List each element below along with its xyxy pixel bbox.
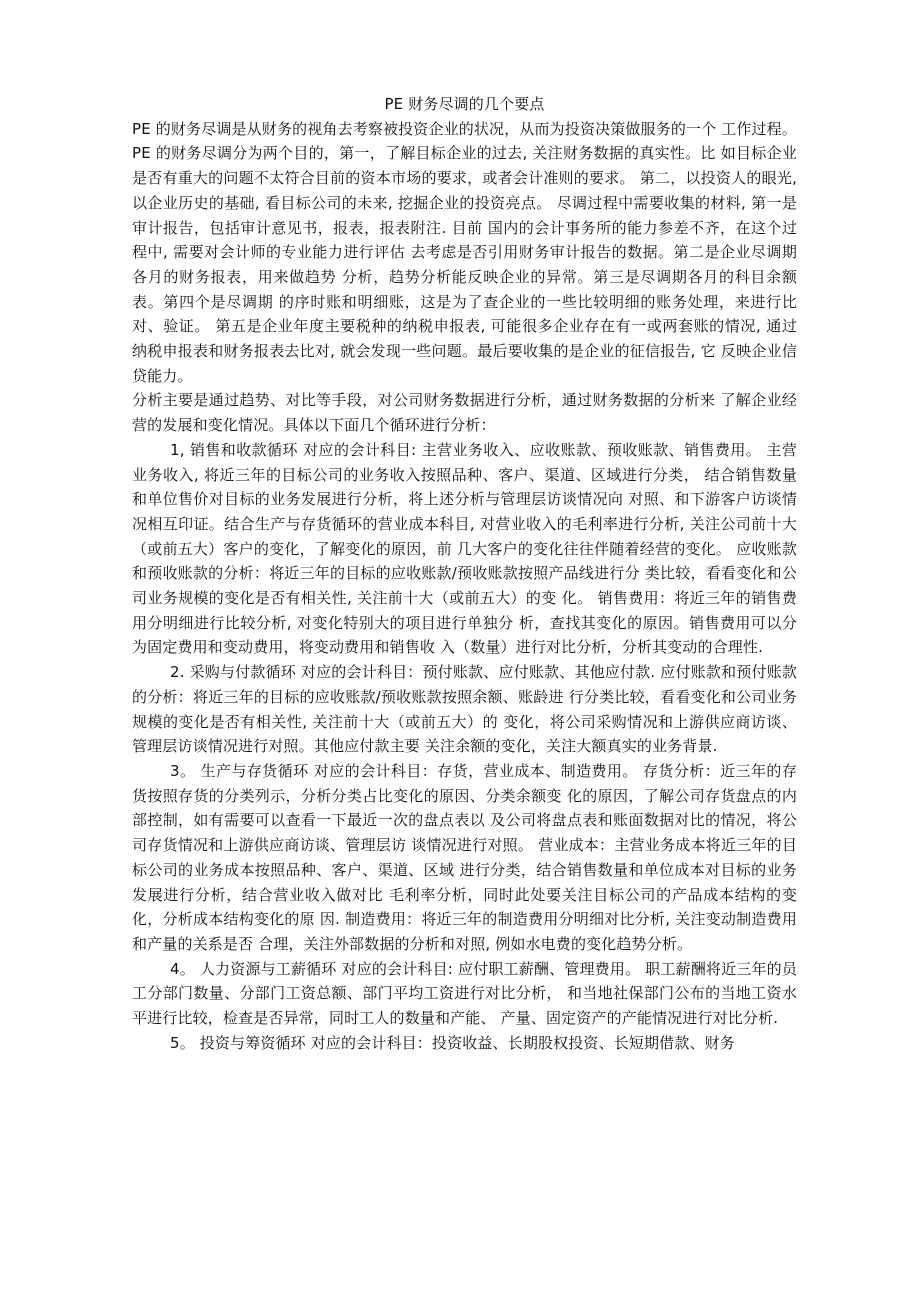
document-title: PE 财务尽调的几个要点 [384, 95, 545, 113]
sales-cycle-paragraph: 1, 销售和收款循环 对应的会计科目: 主营业务收入、应收账款、预收账款、销售费用。 主营业务收入, 将近三年的目标公司的业务收入按照品种、客户、渠道、区域进行分类， 结合销售数量和单位售价对目标的业务发展进行分析，将上述分析与管理层访谈情况向 对照、和下游客户访谈情况相互印证。结合生产与存货循环的营业成本科目, 对营业收入的毛利率进行分析, 关注公司前十大（或前五大）客户的变化，了解变化的原因，前 几大客户的变化往往伴随着经营的变化。 应收账款和预收账款的分析：将近三年的目标的应收账款/预收账款按照产品线进行分 类比较，看看变化和公司业务规模的变化是否有相关性, 关注前十大（或前五大）的变 化。 销售费用：将近三年的销售费用分明细进行比较分析, 对变化特别大的项目进行单独分 析，查找其变化的原因。销售费用可以分为固定费用和变动费用，将变动费用和销售收 入（数量）进行对比分析，分析其变动的合理性. [132, 440, 797, 657]
payroll-cycle-paragraph: 4。 人力资源与工薪循环 对应的会计科目: 应付职工薪酬、管理费用。 职工薪酬将近三年的员工分部门数量、分部门工资总额、部门平均工资进行对比分析， 和当地社保部门公布的当地工资水平进行比较，检查是否异常，同时工人的数量和产能、 产量、固定资产的产能情况进行对比分析. [132, 959, 797, 1028]
purchase-cycle-paragraph: 2. 采购与付款循环 对应的会计科目：预付账款、应付账款、其他应付款. 应付账款和预付账款的分析：将近三年的目标的应收账款/预收账款按照余额、账龄进 行分类比较，看看变化和公司业务规模的变化是否有相关性, 关注前十大（或前五大）的 变化，将公司采购情况和上游供应商访谈、管理层访谈情况进行对照。其他应付款主要 关注余额的变化，关注大额真实的业务背景. [132, 663, 797, 756]
document-page [132, 92, 797, 1055]
purpose-paragraph: PE 的财务尽调分为两个目的，第一，了解目标企业的过去, 关注财务数据的真实性。比 如目标企业是否有重大的问题不太符合目前的资本市场的要求，或者会计准则的要求。 第二，以投资人的眼光, 以企业历史的基础, 看目标公司的未来, 挖掘企业的投资亮点。 尽调过程中需要收集的材料, 第一是审计报告，包括审计意见书，报表，报表附注. 目前 国内的会计事务所的能力参差不齐，在这个过程中, 需要对会计师的专业能力进行评估 去考虑是否引用财务审计报告的数据。第二是企业尽调期各月的财务报表，用来做趋势 分析，趋势分析能反映企业的异常。第三是尽调期各月的科目余额表。第四个是尽调期 的序时账和明细账，这是为了查企业的一些比较明细的账务处理，来进行比对、验证。 第五是企业年度主要税种的纳税申报表, 可能很多企业存在有一或两套账的情况, 通过 纳税申报表和财务报表去比对, 就会发现一些问题。最后要收集的是企业的征信报告, 它 反映企业信贷能力。 [132, 144, 797, 385]
investment-cycle-paragraph: 5。 投资与筹资循环 对应的会计科目：投资收益、长期股权投资、长短期借款、财务 [170, 1033, 735, 1052]
analysis-intro-paragraph: 分析主要是通过趋势、对比等手段，对公司财务数据进行分析，通过财务数据的分析来 了解企业经营的发展和变化情况。具体以下面几个循环进行分析： [132, 391, 797, 435]
inventory-cycle-paragraph: 3。 生产与存货循环 对应的会计科目：存货，营业成本、制造费用。 存货分析：近三年的存货按照存货的分类列示，分析分类占比变化的原因、分类余额变 化的原因，了解公司存货盘点的内部控制，如有需要可以查看一下最近一次的盘点表以 及公司将盘点表和账面数据对比的情况，将公司存货情况和上游供应商访谈、管理层访 谈情况进行对照。 营业成本：主营业务成本将近三年的目标公司的业务成本按照品种、客户、渠道、区域 进行分类，结合销售数量和单位成本对目标的业务发展进行分析，结合营业收入做对比 毛利率分析，同时此处要关注目标公司的产品成本结构的变化，分析成本结构变化的原 因. 制造费用：将近三年的制造费用分明细对比分析, 关注变动制造费用和产量的关系是否 合理，关注外部数据的分析和对照, 例如水电费的变化趋势分析。 [132, 761, 797, 953]
intro-paragraph: PE 的财务尽调是从财务的视角去考察被投资企业的状况，从而为投资决策做服务的一个 工作过程。 [132, 119, 797, 138]
